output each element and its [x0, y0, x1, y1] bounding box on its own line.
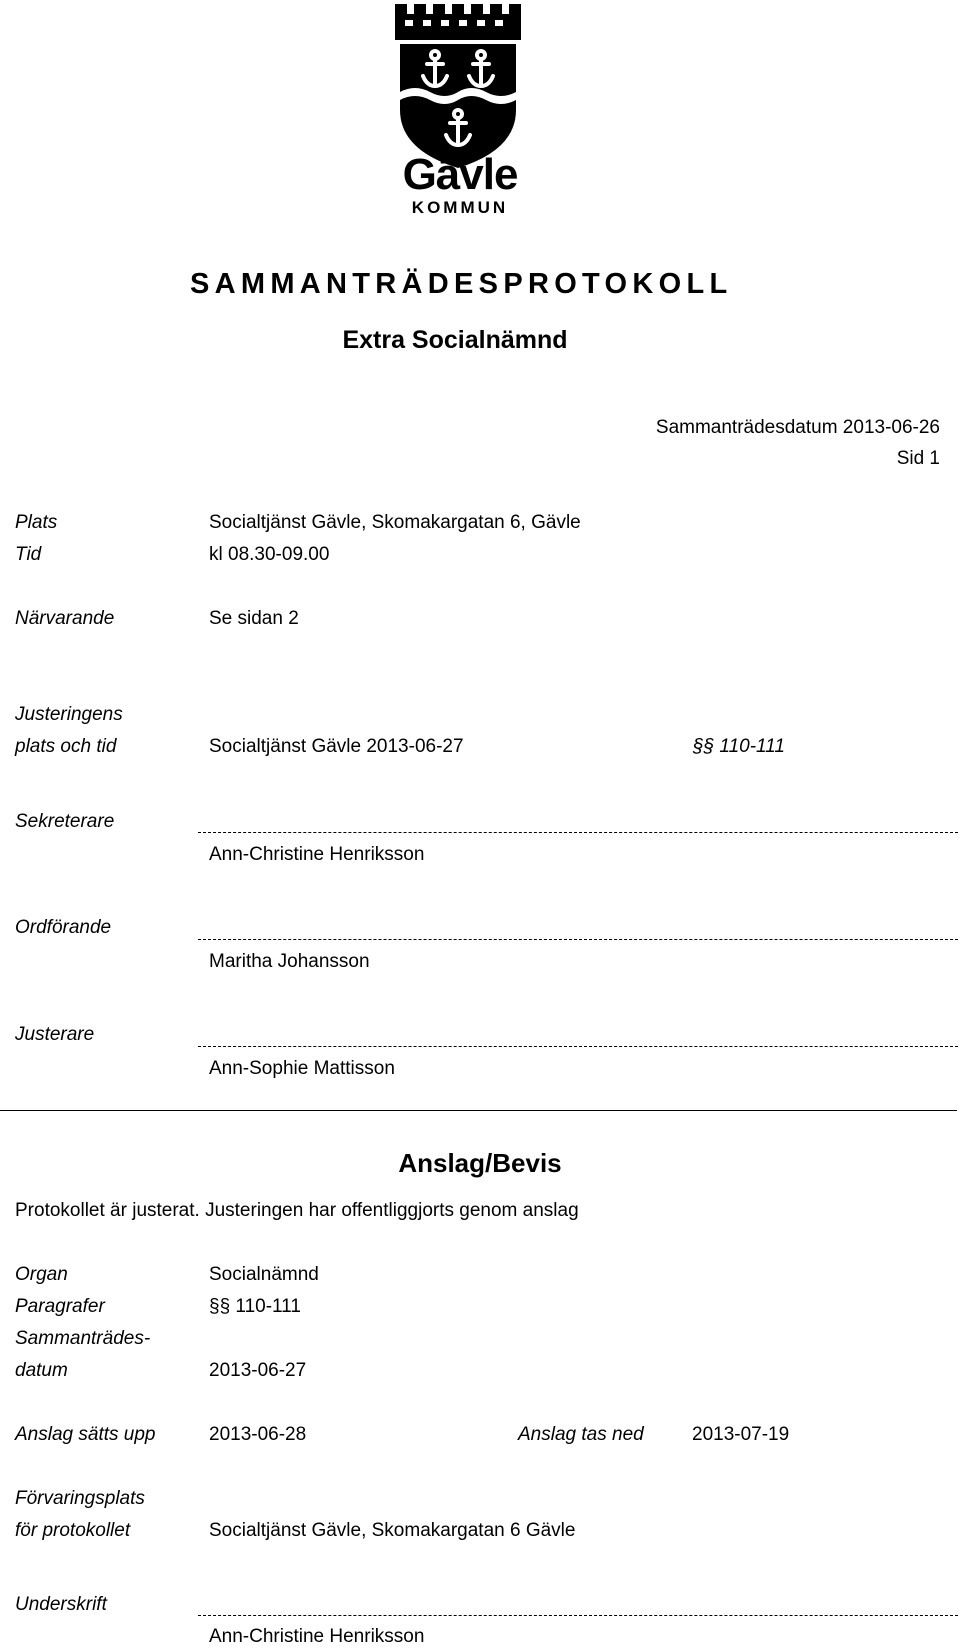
document-subtitle: Extra Socialnämnd [342, 326, 568, 354]
narvarande-value: Se sidan 2 [209, 608, 299, 629]
tid-value: kl 08.30-09.00 [209, 544, 330, 565]
anslag-intro: Protokollet är justerat. Justeringen har offentliggjorts genom anslag [15, 1200, 579, 1221]
plats-label: Plats [15, 512, 58, 533]
organ-label: Organ [15, 1264, 68, 1285]
forvaring-label-line1: Förvaringsplats [15, 1488, 145, 1509]
paragrafer-label: Paragrafer [15, 1296, 105, 1317]
coat-of-arms-icon [395, 0, 525, 170]
narvarande-label: Närvarande [15, 608, 115, 629]
signature-label-sekreterare: Sekreterare [15, 811, 115, 832]
justering-value: Socialtjänst Gävle 2013-06-27 [209, 736, 464, 757]
datum-label-line2: datum [15, 1360, 68, 1381]
datum-value: 2013-06-27 [209, 1360, 307, 1381]
underskrift-line [198, 1615, 958, 1616]
signature-line-ordforande [198, 939, 958, 940]
underskrift-name: Ann-Christine Henriksson [209, 1626, 425, 1647]
anslag-ned-label: Anslag tas ned [518, 1424, 644, 1445]
anslag-upp-value: 2013-06-28 [209, 1424, 307, 1445]
logo-name: Gävle [402, 150, 518, 199]
forvaring-label-line2: för protokollet [15, 1520, 131, 1541]
organ-value: Socialnämnd [209, 1264, 319, 1285]
justering-label-line2: plats och tid [15, 736, 117, 757]
signature-line-sekreterare [198, 832, 958, 833]
datum-label-line1: Sammanträdes- [15, 1328, 151, 1349]
tid-label: Tid [15, 544, 42, 565]
underskrift-label: Underskrift [15, 1594, 107, 1615]
justering-label-line1: Justeringens [15, 704, 123, 725]
section-divider [0, 1110, 957, 1111]
paragrafer-value: §§ 110-111 [209, 1296, 301, 1317]
signature-line-justerare [198, 1046, 958, 1047]
signature-label-justerare: Justerare [15, 1024, 95, 1045]
gavle-kommun-logo [395, 0, 525, 225]
anslag-upp-label: Anslag sätts upp [15, 1424, 156, 1445]
signature-name-justerare: Ann-Sophie Mattisson [209, 1058, 395, 1079]
forvaring-value: Socialtjänst Gävle, Skomakargatan 6 Gävle [209, 1520, 576, 1541]
signature-label-ordforande: Ordförande [15, 917, 112, 938]
signature-name-ordforande: Maritha Johansson [209, 951, 370, 972]
justering-paragrafer: §§ 110-111 [693, 736, 785, 757]
plats-value: Socialtjänst Gävle, Skomakargatan 6, Gävle [209, 512, 581, 533]
logo-sub: KOMMUN [411, 198, 509, 217]
anslag-ned-value: 2013-07-19 [692, 1424, 790, 1445]
document-title: SAMMANTRÄDESPROTOKOLL [190, 268, 733, 300]
meeting-date: Sammanträdesdatum 2013-06-26 [655, 417, 940, 438]
page-number: Sid 1 [896, 448, 940, 469]
signature-name-sekreterare: Ann-Christine Henriksson [209, 844, 425, 865]
anslag-heading: Anslag/Bevis [398, 1148, 562, 1178]
